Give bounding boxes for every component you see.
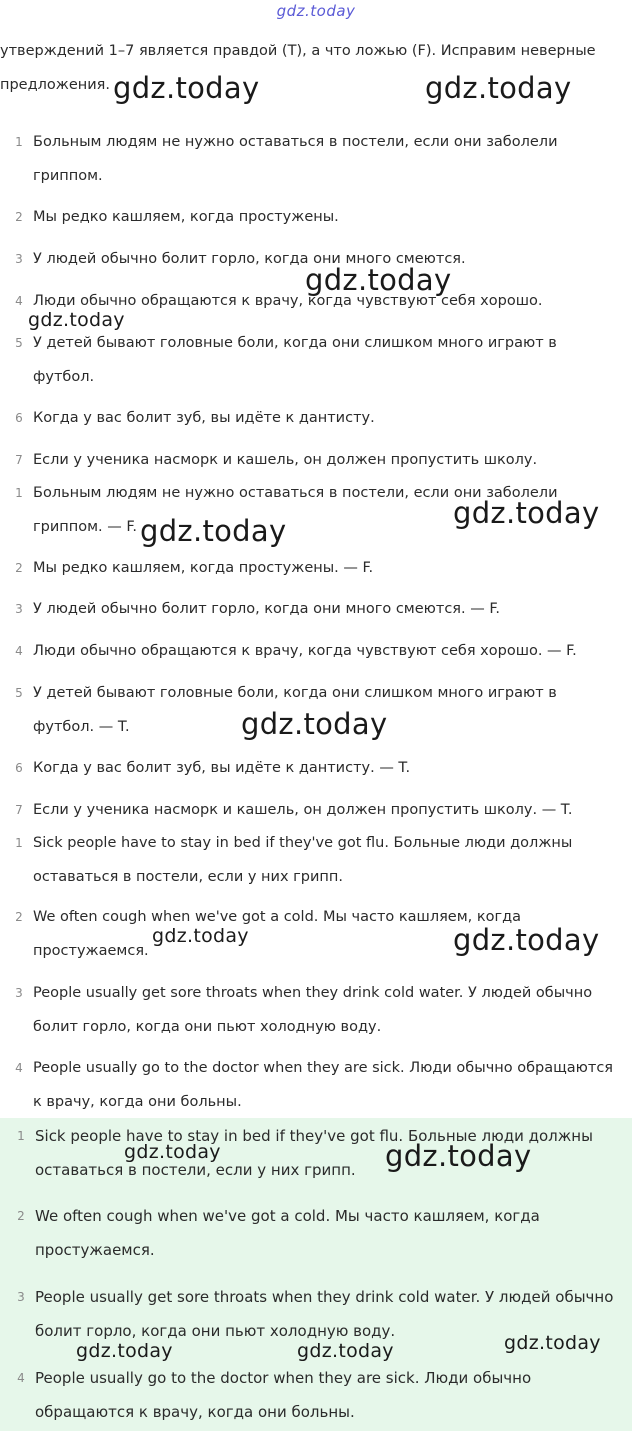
item-number: 5 <box>15 686 23 700</box>
item-number: 6 <box>15 411 23 425</box>
item-text: Мы редко кашляем, когда простужены. — F. <box>33 560 374 576</box>
item-number: 1 <box>15 135 23 149</box>
watermark: gdz.today <box>28 309 125 331</box>
watermark: gdz.today <box>504 1332 601 1354</box>
item-number: 3 <box>17 1290 25 1304</box>
watermark: gdz.today <box>453 496 600 530</box>
item-text: Если у ученика насморк и кашель, он должен пропустить школу. — T. <box>33 802 573 818</box>
item-number: 2 <box>17 1209 25 1223</box>
item-number: 3 <box>15 602 23 616</box>
item-number: 6 <box>15 761 23 775</box>
item-number: 4 <box>15 294 23 308</box>
item-text: Когда у вас болит зуб, вы идёте к дантисту. — T. <box>33 760 411 776</box>
item-number: 1 <box>15 836 23 850</box>
item-text: У людей обычно болит горло, когда они много смеются. — F. <box>33 601 500 617</box>
highlighted-answer <box>0 1118 632 1431</box>
item-text: Sick people have to stay in bed if they've got flu. Больные люди должны оставаться в постели, если у них грипп. <box>35 1127 593 1179</box>
item-text: У детей бывают головные боли, когда они слишком много играют в футбол. — T. <box>33 685 557 735</box>
item-text: We often cough when we've got a cold. Мы часто кашляем, когда простужаемся. <box>33 909 522 959</box>
item-text: We often cough when we've got a cold. Мы часто кашляем, когда простужаемся. <box>35 1207 540 1259</box>
item-number: 2 <box>15 910 23 924</box>
item-number: 2 <box>15 561 23 575</box>
item-text: Больным людям не нужно оставаться в постели, если они заболели гриппом. <box>33 134 558 184</box>
watermark: gdz.today <box>113 71 260 105</box>
item-number: 2 <box>15 210 23 224</box>
item-number: 4 <box>15 644 23 658</box>
watermark: gdz.today <box>241 707 388 741</box>
item-number: 7 <box>15 803 23 817</box>
watermark: gdz.today <box>140 514 287 548</box>
item-text: Если у ученика насморк и кашель, он должен пропустить школу. <box>33 452 538 468</box>
watermark: gdz.today <box>297 1340 394 1362</box>
item-text: У людей обычно болит горло, когда они много смеются. <box>33 251 466 267</box>
item-number: 4 <box>15 1061 23 1075</box>
item-text: Когда у вас болит зуб, вы идёте к дантисту. <box>33 410 375 426</box>
item-text: People usually get sore throats when they drink cold water. У людей обычно болит горло, когда они пьют холодную воду. <box>33 985 593 1035</box>
watermark: gdz.today <box>425 71 572 105</box>
item-text: Sick people have to stay in bed if they've got flu. Больные люди должны оставаться в постели, если у них грипп. <box>33 835 573 885</box>
watermark: gdz.today <box>152 925 249 947</box>
item-number: 4 <box>17 1371 25 1385</box>
item-text: People usually go to the doctor when they are sick. Люди обычно обращаются к врачу, когда они больны. <box>33 1060 614 1110</box>
watermark: gdz.today <box>124 1141 221 1163</box>
watermark: gdz.today <box>76 1340 173 1362</box>
item-number: 3 <box>15 986 23 1000</box>
watermark: gdz.today <box>385 1139 532 1173</box>
item-number: 1 <box>17 1129 25 1143</box>
item-text: Больным людям не нужно оставаться в постели, если они заболели гриппом. — F. <box>33 485 558 535</box>
item-text: У детей бывают головные боли, когда они слишком много играют в футбол. <box>33 335 557 385</box>
item-text: People usually get sore throats when they drink cold water. У людей обычно болит горло, когда они пьют холодную воду. <box>35 1288 614 1340</box>
item-text: Люди обычно обращаются к врачу, когда чувствуют себя хорошо. <box>33 293 543 309</box>
item-number: 1 <box>15 486 23 500</box>
item-number: 3 <box>15 252 23 266</box>
item-text: Люди обычно обращаются к врачу, когда чувствуют себя хорошо. — F. <box>33 643 577 659</box>
item-number: 5 <box>15 336 23 350</box>
item-text: Мы редко кашляем, когда простужены. <box>33 209 339 225</box>
site-logo[interactable]: gdz.today <box>276 2 356 20</box>
item-text: People usually go to the doctor when they are sick. Люди обычно обращаются к врачу, когда они больны. <box>35 1369 532 1421</box>
item-number: 7 <box>15 453 23 467</box>
watermark: gdz.today <box>305 263 452 297</box>
intro-text: утверждений 1–7 является правдой (T), а что ложью (F). Исправим неверные предложения. <box>0 43 596 93</box>
watermark: gdz.today <box>453 923 600 957</box>
